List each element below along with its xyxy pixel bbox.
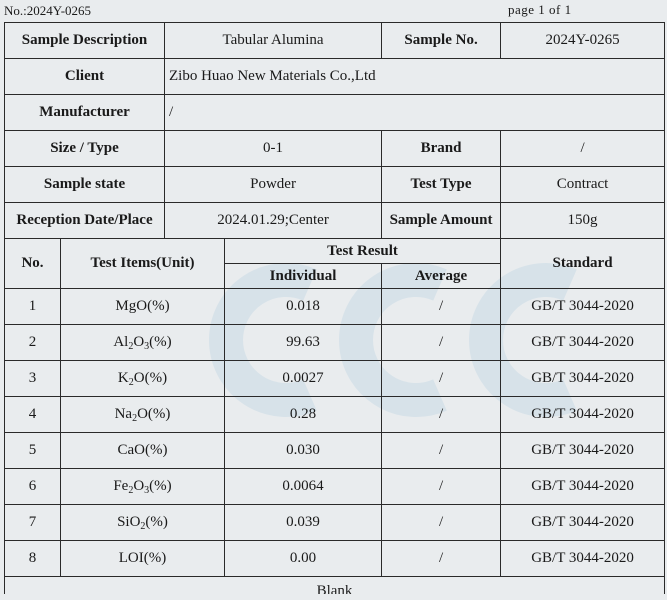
test-item-subscript: 2 [128,341,134,352]
row-no: 6 [5,469,61,505]
row-standard: GB/T 3044-2020 [501,541,665,577]
blank-footer-cell [5,577,665,595]
table-row [5,505,665,541]
sample-no-value: 2024Y-0265 [501,23,665,59]
test-item-formula-rest: O [137,406,148,422]
test-item-formula: SiO [117,514,141,530]
test-type-label: Test Type [382,167,501,203]
blank-footer-row [5,577,665,595]
results-header-row [5,239,665,264]
table-row [5,361,665,397]
test-item-subscript: 2 [132,413,138,424]
manufacturer-label: Manufacturer [5,95,165,131]
test-item-unit: (%) [145,442,168,458]
report-header [0,0,667,22]
test-item-unit: (%) [143,550,167,566]
row-test-item [61,505,225,541]
row-individual: 0.00 [225,541,382,577]
table-row [5,469,665,505]
col-items-header: Test Items(Unit) [61,239,225,289]
table-row [5,541,665,577]
test-item-unit: (%) [144,370,168,386]
sample-no-label: Sample No. [382,23,501,59]
row-individual: 0.018 [225,289,382,325]
row-no: 2 [5,325,61,361]
col-average-header: Average [382,264,501,289]
row-average: / [382,397,501,433]
row-standard: GB/T 3044-2020 [501,505,665,541]
test-item-unit: (%) [149,334,172,350]
sample-description-label: Sample Description [5,23,165,59]
row-average: / [382,469,501,505]
client-label: Client [5,59,165,95]
row-test-item [61,397,225,433]
table-row [5,289,665,325]
row-individual: 99.63 [225,325,382,361]
col-result-header: Test Result [225,239,501,264]
row-test-item [61,325,225,361]
row-individual: 0.0027 [225,361,382,397]
test-item-unit: (%) [149,478,172,494]
row-test-item [61,433,225,469]
sample-amount-label: Sample Amount [382,203,501,239]
row-manufacturer [5,95,665,131]
row-standard: GB/T 3044-2020 [501,289,665,325]
page-indicator: page 1 of 1 [508,2,572,17]
row-individual: 0.0064 [225,469,382,505]
table-row [5,397,665,433]
row-no: 4 [5,397,61,433]
sample-description-value: Tabular Alumina [165,23,382,59]
row-standard: GB/T 3044-2020 [501,433,665,469]
row-average: / [382,505,501,541]
row-test-item [61,289,225,325]
row-individual: 0.28 [225,397,382,433]
test-item-subscript: 3 [144,341,150,352]
row-test-item [61,469,225,505]
test-item-formula: CaO [117,442,145,458]
test-type-value: Contract [501,167,665,203]
row-average: / [382,433,501,469]
test-item-formula-rest: $O_3$ [133,334,150,352]
manufacturer-value: / [165,95,665,131]
row-reception-amount [5,203,665,239]
test-item-formula-rest: O [133,370,145,386]
test-item-subscript: 2 [140,521,146,532]
row-state-type [5,167,665,203]
brand-label: Brand [382,131,501,167]
size-value: 0-1 [165,131,382,167]
test-item-formula: K [117,370,129,386]
row-no: 1 [5,289,61,325]
sample-state-value: Powder [165,167,382,203]
row-average: / [382,325,501,361]
test-item-subscript: 3 [144,485,150,496]
row-average: / [382,361,501,397]
row-individual: 0.039 [225,505,382,541]
test-item-subscript: 2 [128,377,134,388]
inspection-report-table [4,22,665,594]
test-item-subscript: 2 [128,485,134,496]
test-item-formula: Fe [113,478,129,494]
row-no: 8 [5,541,61,577]
row-size-brand [5,131,665,167]
sample-amount-value: 150g [501,203,665,239]
row-no: 7 [5,505,61,541]
table-row [5,325,665,361]
test-item-formula-rest: $O_3$ [133,478,150,496]
client-value: Zibo Huao New Materials Co.,Ltd [165,59,665,95]
col-standard-header: Standard [501,239,665,289]
row-standard: GB/T 3044-2020 [501,469,665,505]
reception-label: Reception Date/Place [5,203,165,239]
test-item-unit: (%) [145,514,168,530]
report-number: No.:2024Y-0265 [4,3,92,18]
test-item-formula: Na [114,406,133,422]
test-item-formula: MgO [115,298,148,314]
row-test-item [61,361,225,397]
row-average: / [382,541,501,577]
row-client [5,59,665,95]
reception-value: 2024.01.29;Center [165,203,382,239]
sample-state-label: Sample state [5,167,165,203]
row-standard: GB/T 3044-2020 [501,397,665,433]
row-no: 3 [5,361,61,397]
test-item-formula: Al [113,334,129,350]
blank-text: Blank [316,583,353,594]
col-individual-header: Individual [225,264,382,289]
row-test-item [61,541,225,577]
table-row [5,433,665,469]
brand-value: / [501,131,665,167]
row-sample-description [5,23,665,59]
row-standard: GB/T 3044-2020 [501,325,665,361]
test-item-unit: (%) [147,406,171,422]
row-no: 5 [5,433,61,469]
row-individual: 0.030 [225,433,382,469]
row-standard: GB/T 3044-2020 [501,361,665,397]
row-average: / [382,289,501,325]
col-no-header: No. [5,239,61,289]
result-rows [5,289,665,577]
size-label: Size / Type [5,131,165,167]
test-item-formula: LOI [118,550,144,566]
test-item-unit: (%) [147,298,170,314]
